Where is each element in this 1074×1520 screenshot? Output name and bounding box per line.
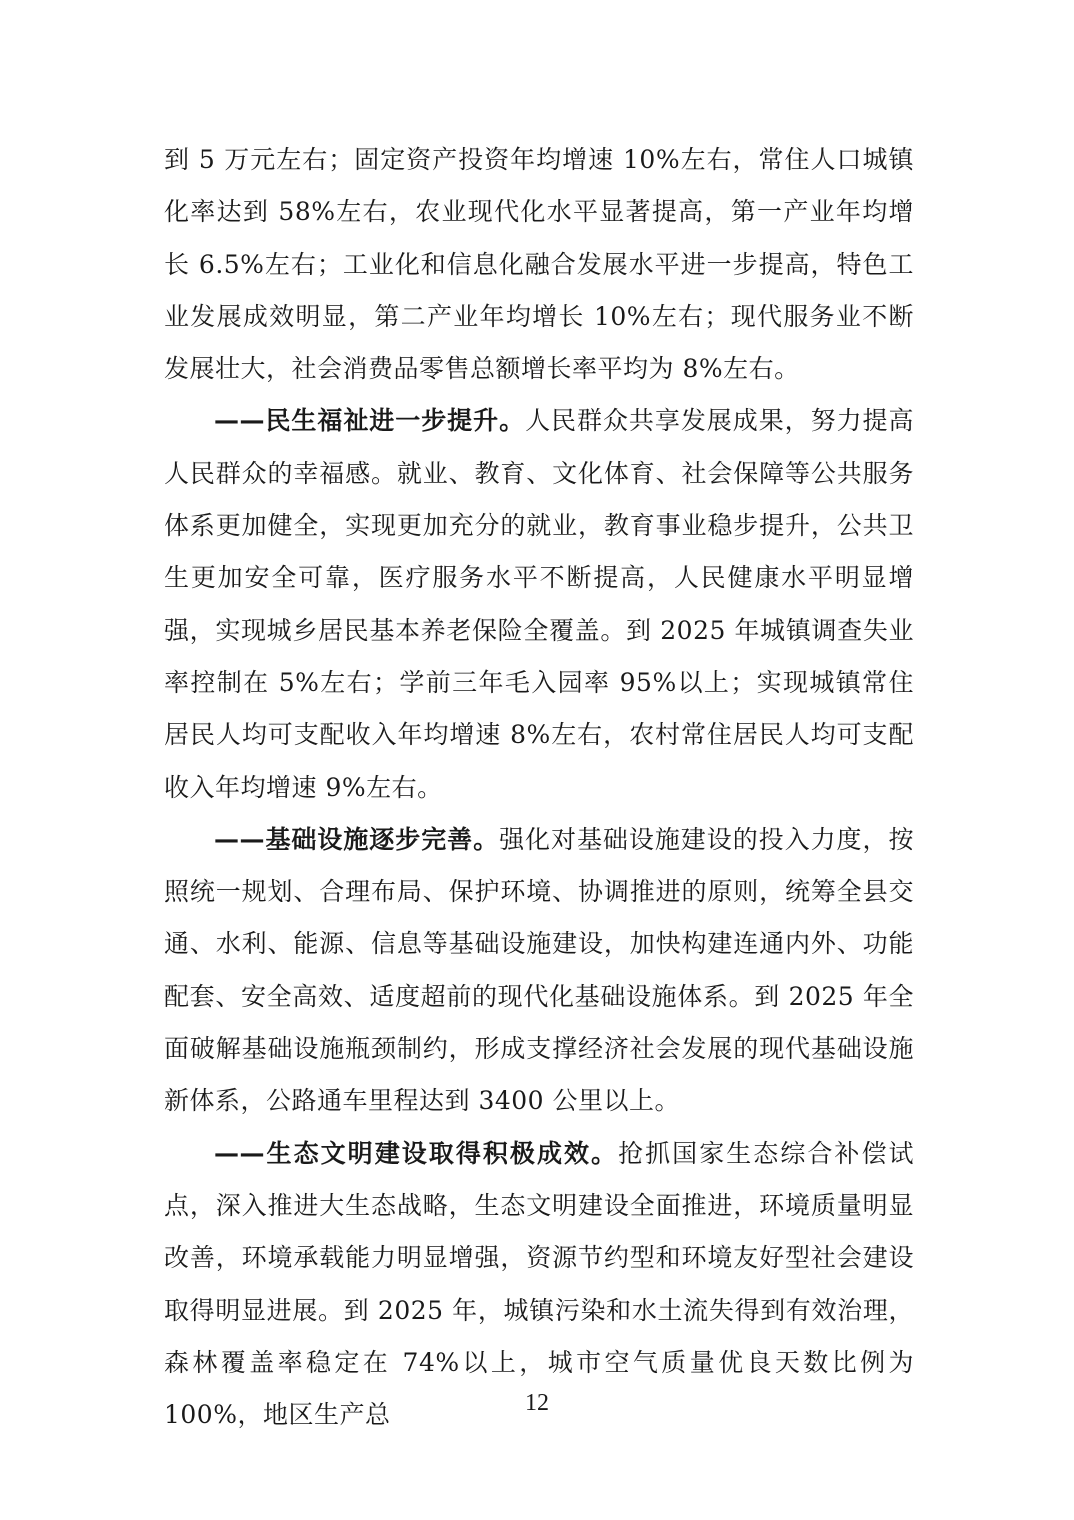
paragraph-text: 强化对基础设施建设的投入力度，按照统一规划、合理布局、保护环境、协调推进的原则，统筹全县交通、水利、能源、信息等基础设施建设，加快构建连通内外、功能配套、安全高效、适度超前的现代化基础设施体系。到 2025 年全面破解基础设施瓶颈制约，形成支撑经济社会发展的现代基础设施新体系，公路通车里程达到 3400 公里以上。 xyxy=(164,824,914,1116)
paragraph-economic-targets xyxy=(164,134,914,395)
section-heading-livelihood: ——民生福祉进一步提升。 xyxy=(214,406,526,436)
paragraph-text: 人民群众共享发展成果，努力提高人民群众的幸福感。就业、教育、文化体育、社会保障等公共服务体系更加健全，实现更加充分的就业，教育事业稳步提升，公共卫生更加安全可靠，医疗服务水平不断提高，人民健康水平明显增强，实现城乡居民基本养老保险全覆盖。到 2025 年城镇调查失业率控制在 5%左右；学前三年毛入园率 95%以上；实现城镇常住居民人均可支配收入年均增速 8%左右，农村常住居民人均可支配收入年均增速 9%左右。 xyxy=(164,406,914,802)
section-heading-infrastructure: ——基础设施逐步完善。 xyxy=(214,824,500,854)
paragraph-infrastructure xyxy=(164,814,914,1128)
section-heading-ecology: ——生态文明建设取得积极成效。 xyxy=(214,1138,619,1168)
paragraph-text: 抢抓国家生态综合补偿试点，深入推进大生态战略，生态文明建设全面推进，环境质量明显改善，环境承载能力明显增强，资源节约型和环境友好型社会建设取得明显进展。到 2025 年，城镇污染和水土流失得到有效治理，森林覆盖率稳定在 74%以上，城市空气质量优良天数比例为 100%，地区生产总 xyxy=(164,1138,914,1430)
paragraph-livelihood xyxy=(164,395,914,813)
page-number: 12 xyxy=(525,1390,549,1416)
paragraph-text: 到 5 万元左右；固定资产投资年均增速 10%左右，常住人口城镇化率达到 58%左右，农业现代化水平显著提高，第一产业年均增长 6.5%左右；工业化和信息化融合发展水平进一步提高，特色工业发展成效明显，第二产业年均增长 10%左右；现代服务业不断发展壮大，社会消费品零售总额增长率平均为 8%左右。 xyxy=(164,145,914,384)
body-text xyxy=(164,134,914,1441)
